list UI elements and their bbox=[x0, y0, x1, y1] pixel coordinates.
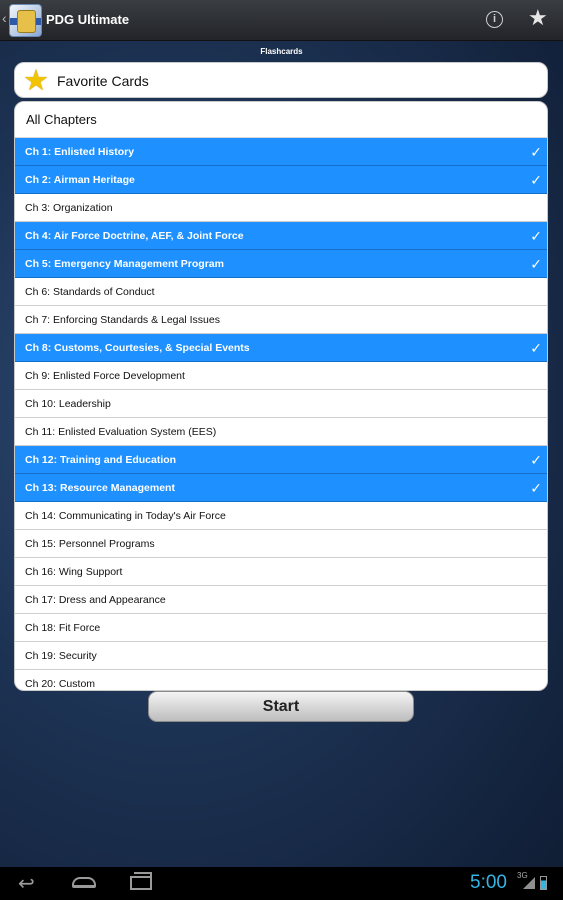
chapter-row[interactable] bbox=[15, 558, 547, 586]
chapter-label: Ch 13: Resource Management bbox=[25, 482, 175, 494]
chapter-label: Ch 17: Dress and Appearance bbox=[25, 594, 166, 606]
chapter-label: Ch 8: Customs, Courtesies, & Special Events bbox=[25, 342, 250, 354]
chapter-label: Ch 15: Personnel Programs bbox=[25, 538, 155, 550]
chapter-row[interactable] bbox=[15, 278, 547, 306]
chapter-label: Ch 7: Enforcing Standards & Legal Issues bbox=[25, 314, 220, 326]
chapter-label: Ch 4: Air Force Doctrine, AEF, & Joint Force bbox=[25, 230, 244, 242]
chapter-label: Ch 6: Standards of Conduct bbox=[25, 286, 155, 298]
chapter-row[interactable] bbox=[15, 446, 547, 474]
start-button[interactable]: Start bbox=[148, 691, 414, 722]
chapter-row[interactable] bbox=[15, 362, 547, 390]
chapter-label: Ch 5: Emergency Management Program bbox=[25, 258, 224, 270]
chapter-list[interactable] bbox=[14, 101, 548, 691]
star-icon: ★ bbox=[23, 65, 49, 97]
checkmark-icon: ✓ bbox=[530, 144, 542, 160]
info-icon[interactable]: i bbox=[486, 11, 503, 28]
chapter-row[interactable] bbox=[15, 670, 547, 691]
checkmark-icon: ✓ bbox=[530, 228, 542, 244]
app-logo-icon[interactable] bbox=[9, 4, 42, 37]
chapter-row[interactable] bbox=[15, 250, 547, 278]
chapter-label: Ch 14: Communicating in Today's Air Force bbox=[25, 510, 226, 522]
chapter-label: Ch 19: Security bbox=[25, 650, 97, 662]
screen-subtitle: Flashcards bbox=[260, 47, 303, 56]
chapter-label: Ch 9: Enlisted Force Development bbox=[25, 370, 185, 382]
chapter-label: Ch 12: Training and Education bbox=[25, 454, 177, 466]
chapter-row[interactable] bbox=[15, 642, 547, 670]
favorite-cards-label: Favorite Cards bbox=[57, 73, 149, 89]
chapter-row[interactable] bbox=[15, 334, 547, 362]
action-bar bbox=[0, 0, 563, 41]
chapter-label: Ch 10: Leadership bbox=[25, 398, 111, 410]
checkmark-icon: ✓ bbox=[530, 452, 542, 468]
up-navigation-icon[interactable]: ‹ bbox=[2, 10, 7, 26]
chapter-label: Ch 3: Organization bbox=[25, 202, 113, 214]
app-title: PDG Ultimate bbox=[46, 12, 130, 27]
chapter-row[interactable] bbox=[15, 194, 547, 222]
chapter-row[interactable] bbox=[15, 166, 547, 194]
checkmark-icon: ✓ bbox=[530, 172, 542, 188]
clock: 5:00 bbox=[470, 872, 507, 893]
chapter-row[interactable] bbox=[15, 222, 547, 250]
chapter-label: Ch 18: Fit Force bbox=[25, 622, 101, 634]
chapter-label: Ch 20: Custom bbox=[25, 678, 96, 690]
network-type-label: 3G bbox=[517, 871, 528, 880]
chapter-row[interactable] bbox=[15, 614, 547, 642]
chapter-row[interactable] bbox=[15, 390, 547, 418]
chapter-label: Ch 11: Enlisted Evaluation System (EES) bbox=[25, 426, 217, 438]
all-chapters-header[interactable]: All Chapters bbox=[15, 102, 547, 138]
chapter-row[interactable] bbox=[15, 502, 547, 530]
chapter-label: Ch 2: Airman Heritage bbox=[25, 174, 135, 186]
home-icon[interactable] bbox=[72, 877, 96, 888]
chapter-row[interactable] bbox=[15, 530, 547, 558]
favorite-cards-button[interactable] bbox=[14, 62, 548, 98]
checkmark-icon: ✓ bbox=[530, 340, 542, 356]
chapter-row[interactable] bbox=[15, 474, 547, 502]
back-icon[interactable]: ↩ bbox=[18, 873, 35, 895]
chapter-row[interactable] bbox=[15, 138, 547, 166]
chapter-row[interactable] bbox=[15, 306, 547, 334]
chapter-row[interactable] bbox=[15, 418, 547, 446]
chapter-label: Ch 1: Enlisted History bbox=[25, 146, 135, 158]
recent-apps-icon[interactable] bbox=[130, 876, 152, 890]
checkmark-icon: ✓ bbox=[530, 256, 542, 272]
system-navigation-bar bbox=[0, 867, 563, 900]
star-icon[interactable]: ★ bbox=[528, 5, 548, 30]
chapter-label: Ch 16: Wing Support bbox=[25, 566, 123, 578]
signal-icon bbox=[523, 877, 535, 889]
checkmark-icon: ✓ bbox=[530, 480, 542, 496]
chapter-row[interactable] bbox=[15, 586, 547, 614]
battery-icon bbox=[540, 876, 547, 890]
